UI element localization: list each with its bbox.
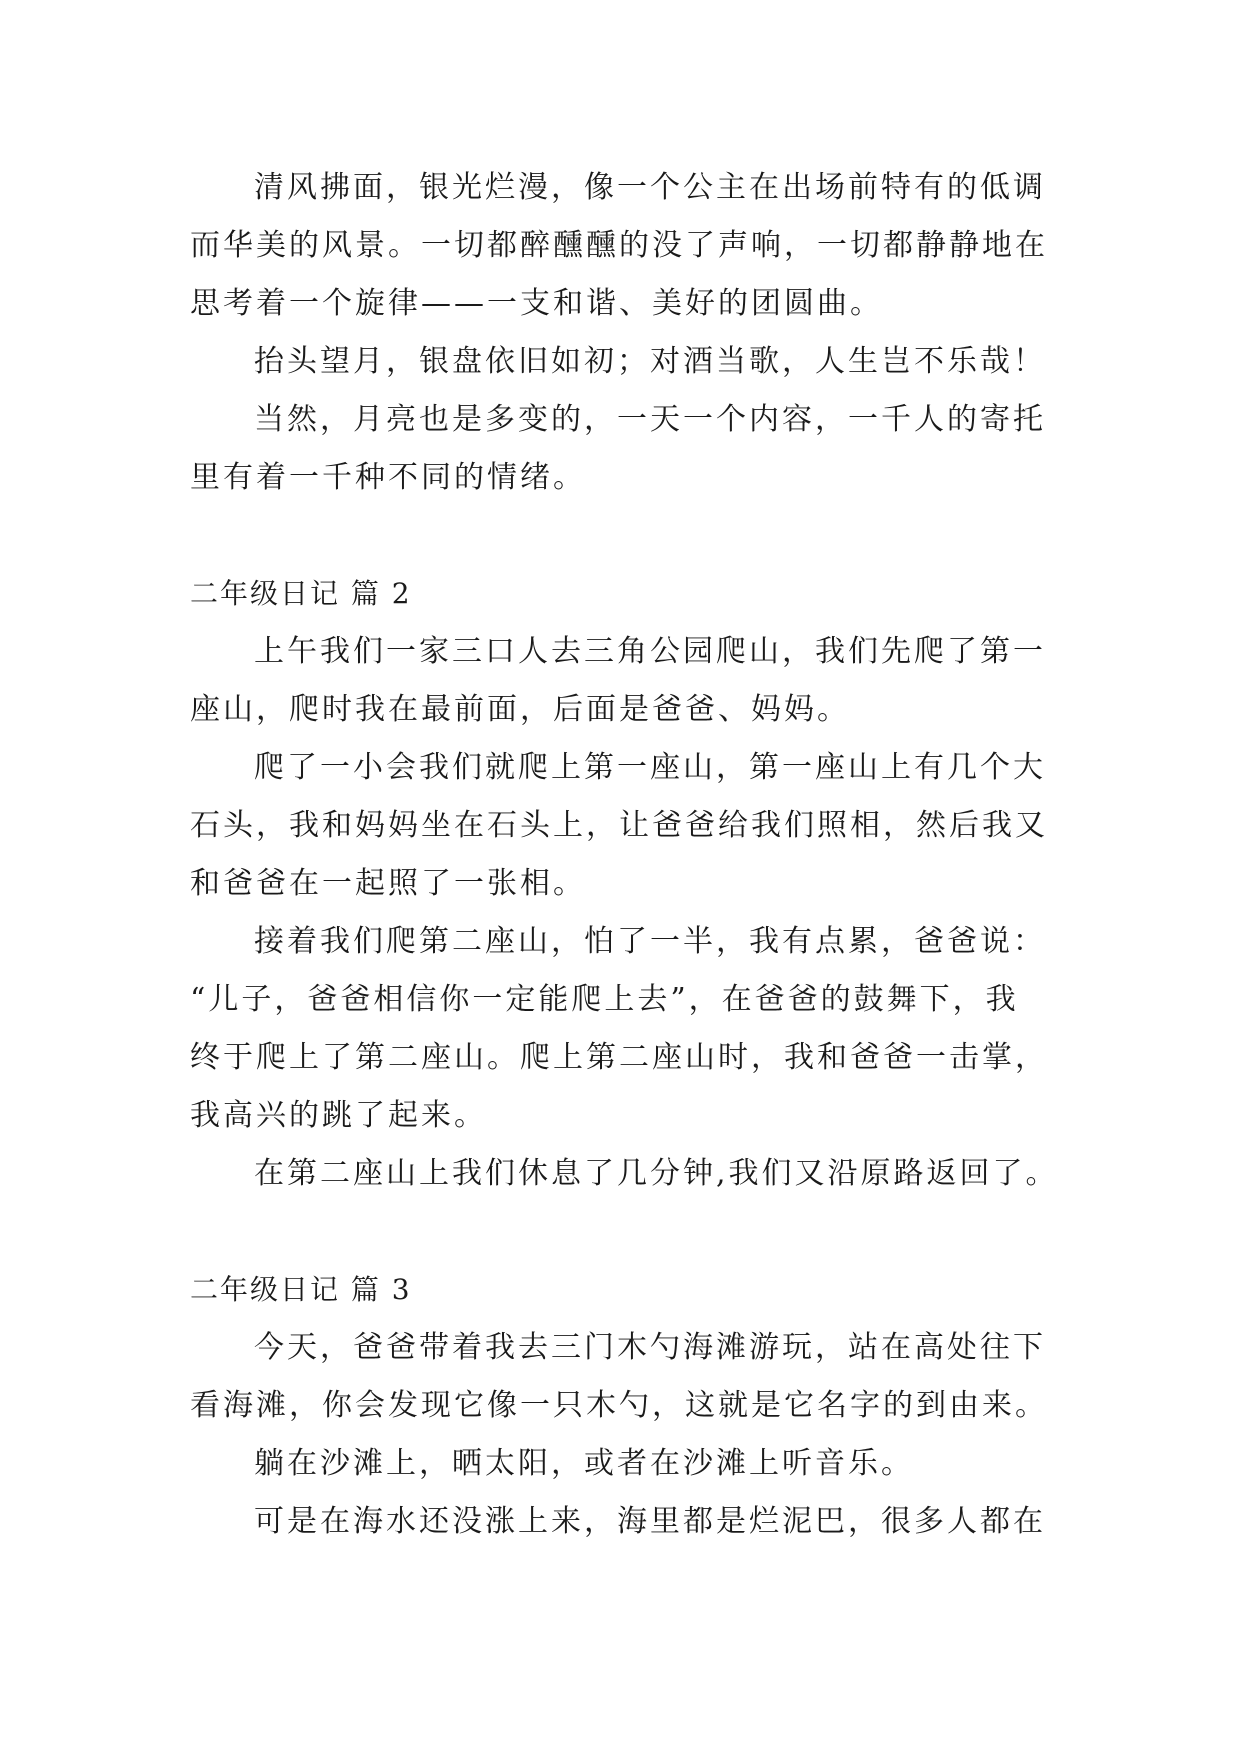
- text-line: 终于爬上了第二座山。爬上第二座山时，我和爸爸一击掌，: [190, 1040, 1048, 1075]
- text-line: 而华美的风景。一切都醉醺醺的没了声响，一切都静静地在: [190, 228, 1048, 263]
- text-line: 在第二座山上我们休息了几分钟,我们又沿原路返回了。: [254, 1156, 1059, 1191]
- text-line: 今天，爸爸带着我去三门木勺海滩游玩，站在高处往下: [254, 1330, 1046, 1365]
- text-line: 座山，爬时我在最前面，后面是爸爸、妈妈。: [190, 692, 850, 727]
- text-line: “儿子，爸爸相信你一定能爬上去”，在爸爸的鼓舞下，我: [190, 982, 1019, 1017]
- section-heading: 二年级日记 篇 2: [190, 577, 412, 610]
- text-line: 里有着一千种不同的情绪。: [190, 460, 586, 495]
- text-line: 躺在沙滩上，晒太阳，或者在沙滩上听音乐。: [254, 1446, 914, 1481]
- text-line: 思考着一个旋律——一支和谐、美好的团圆曲。: [190, 286, 883, 321]
- text-line: 当然，月亮也是多变的，一天一个内容，一千人的寄托: [254, 402, 1046, 437]
- text-line: 抬头望月，银盘依旧如初；对酒当歌，人生岂不乐哉！: [254, 344, 1046, 379]
- text-line: 爬了一小会我们就爬上第一座山，第一座山上有几个大: [254, 750, 1046, 785]
- text-line: 上午我们一家三口人去三角公园爬山，我们先爬了第一: [254, 634, 1046, 669]
- text-line: 我高兴的跳了起来。: [190, 1098, 487, 1133]
- text-line: 可是在海水还没涨上来，海里都是烂泥巴，很多人都在: [254, 1504, 1046, 1539]
- text-line: 看海滩，你会发现它像一只木勺，这就是它名字的到由来。: [190, 1388, 1048, 1423]
- text-line: 接着我们爬第二座山，怕了一半，我有点累，爸爸说：: [254, 924, 1046, 959]
- section-heading: 二年级日记 篇 3: [190, 1273, 412, 1306]
- text-line: 和爸爸在一起照了一张相。: [190, 866, 586, 901]
- text-line: 石头，我和妈妈坐在石头上，让爸爸给我们照相，然后我又: [190, 808, 1048, 843]
- text-line: 清风拂面，银光烂漫，像一个公主在出场前特有的低调: [254, 170, 1046, 205]
